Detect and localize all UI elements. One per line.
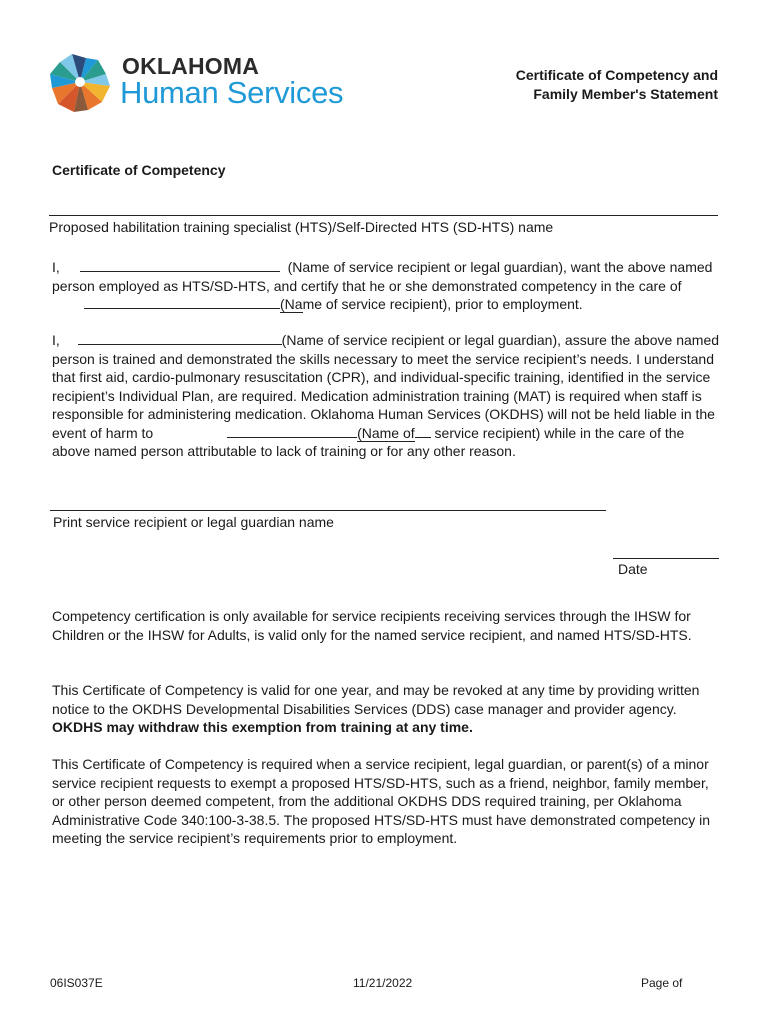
para1-text: (Name of service recipient or legal guardian), want the above named person employed as HTS/SD-HTS, and certify that he or she demonstrated competency in the care of xyxy=(52,259,713,294)
date-field[interactable] xyxy=(613,558,719,559)
certification-paragraph xyxy=(52,258,724,314)
print-name-field[interactable] xyxy=(50,510,606,511)
document-title-line-1: Certificate of Competency and xyxy=(515,67,718,83)
guardian-name-field-2[interactable] xyxy=(78,332,282,345)
document-title-line-2: Family Member's Statement xyxy=(533,86,718,102)
hts-name-label: Proposed habilitation training specialist (HTS)/Self-Directed HTS (SD-HTS) name xyxy=(49,219,554,235)
para1-underlined-text: (Na xyxy=(280,296,303,312)
requirement-paragraph: This Certificate of Competency is required when a service recipient, legal guardian, or parent(s) of a minor service recipient requests to exempt a proposed HTS/SD-HTS, such as a friend, neighbor, family member, or other person deemed competent, from the additional OKDHS DDS required training, per Oklahoma Administrative Code 340:100-3-38.5. The proposed HTS/SD-HTS must have demonstrated competency in meeting the service recipient’s requirements prior to employment. xyxy=(52,756,711,846)
print-name-label: Print service recipient or legal guardian name xyxy=(53,514,334,530)
para2-text-end: service recipient) while in the care of the above named person attributable to lack of training or for any other reason. xyxy=(52,424,685,459)
revision-date: 11/21/2022 xyxy=(353,976,413,990)
guardian-name-field-1[interactable] xyxy=(80,259,280,272)
form-number: 06IS037E xyxy=(50,976,103,990)
recipient-name-field-2[interactable] xyxy=(227,425,357,438)
logo-department-name: Human Services xyxy=(120,75,344,110)
eligibility-paragraph: Competency certification is only available for service recipients receiving services through the IHSW for Children or the IHSW for Adults, is valid only for the named service recipient, and named HTS/SD-HTS. xyxy=(52,608,692,643)
validity-text: This Certificate of Competency is valid for one year, and may be revoked at any time by providing written notice to the OKDHS Developmental Disabilities Services (DDS) case manager and provider agency. xyxy=(52,682,700,717)
para1-lead: I, xyxy=(52,259,60,275)
para1-text-end: me of service recipient), prior to employment. xyxy=(302,296,583,312)
recipient-name-field-1[interactable] xyxy=(84,296,280,309)
withdraw-notice: OKDHS may withdraw this exemption from training at any time. xyxy=(52,719,473,735)
oklahoma-star-logo-icon xyxy=(46,48,114,116)
para2-lead: I, xyxy=(52,332,60,348)
para2-text: (Name of service recipient or legal guardian), assure the above named person is trained and demonstrated the skills necessary to meet the service recipient’s needs. I understand that first aid, cardio-pulmonary resuscitation (CPR), and individual-specific training, identified in the service recipient’s Individual Plan, are required. Medication administration training (MAT) is required when staff is responsible for administering medication. Oklahoma Human Services (OKDHS) will not be held liable in the event of harm to xyxy=(52,332,720,441)
validity-paragraph xyxy=(52,681,724,737)
page-number: Page of xyxy=(641,976,683,990)
section-title: Certificate of Competency xyxy=(52,162,226,178)
logo-org-name: OKLAHOMA xyxy=(122,53,260,79)
assurance-paragraph xyxy=(52,331,724,461)
document-title xyxy=(516,66,718,104)
agency-logo xyxy=(46,48,366,118)
para2-trailing-underline xyxy=(415,425,431,438)
date-label: Date xyxy=(618,561,648,577)
para2-underlined-text: (Name of xyxy=(357,424,415,441)
hts-name-field[interactable] xyxy=(49,215,718,216)
